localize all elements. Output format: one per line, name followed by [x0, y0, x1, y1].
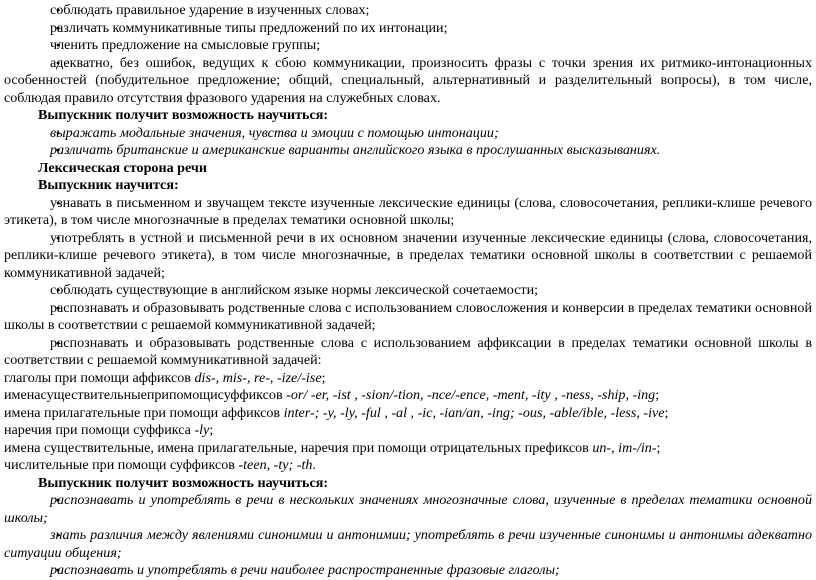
- list-item: ● распознавать и употреблять в речи в нескольких значениях многозначные слова, изученные в пределах тематики основной школы;: [4, 492, 812, 527]
- affix-line-nouns: именасуществительныеприпомощисуффиксов -or/ -er, -ist , -sion/-tion, -nce/-ence, -ment, -ity , -ness, -ship, -ing;: [4, 387, 660, 403]
- list-item: ● выражать модальные значения, чувства и эмоции с помощью интонации;: [4, 125, 812, 143]
- affix-line-negative: имена существительные, имена прилагательные, наречия при помощи отрицательных префиксов un-, im-/in-;: [4, 439, 661, 456]
- list-item: ● различать британские и американские варианты английского языка в прослушанных высказываниях.: [4, 142, 812, 160]
- list-item: ● членить предложение на смысловые группы;: [4, 37, 812, 55]
- affix-line-verbs: глаголы при помощи аффиксов dis-, mis-, re-, -ize/-ise;: [4, 369, 326, 386]
- list-item: ● распознавать и употреблять в речи наиболее распространенные фразовые глаголы;: [4, 562, 812, 580]
- list-item: ● различать коммуникативные типы предложений по их интонации;: [4, 20, 812, 38]
- affix-line-numerals: числительные при помощи суффиксов -teen, -ty; -th.: [4, 457, 316, 473]
- list-item: ● соблюдать существующие в английском языке нормы лексической сочетаемости;: [4, 282, 812, 300]
- section-heading: Выпускник научится:: [38, 177, 179, 193]
- list-item: ● соблюдать правильное ударение в изученных словах;: [4, 2, 812, 20]
- section-heading: Лексическая сторона речи: [38, 159, 207, 176]
- section-heading: Выпускник получит возможность научиться:: [38, 107, 329, 123]
- affix-line-adverbs: наречия при помощи суффикса -ly;: [4, 422, 214, 438]
- list-item: ● распознавать и образовывать родственные слова с использованием словосложения и конверсии в пределах тематики основной школы в соответствии с решаемой коммуникативной задачей;: [4, 300, 812, 335]
- section-heading: Выпускник получит возможность научиться:: [38, 474, 329, 491]
- list-item: ● адекватно, без ошибок, ведущих к сбою коммуникации, произносить фразы с точки зрения их ритмико-интонационных особенностей (побудительное предложение; общий, специальный, альтернативный и разделительный вопросы), в том числе, соблюдая правило отсутствия фразового ударения на служебных словах.: [4, 55, 812, 108]
- list-item: ● знать различия между явлениями синонимии и антонимии; употреблять в речи изученные синонимы и антонимы адекватно ситуации общения;: [4, 527, 812, 562]
- list-item: ● узнавать в письменном и звучащем тексте изученные лексические единицы (слова, словосочетания, реплики-клише речевого этикета), в том числе многозначные в пределах тематики основной школы;: [4, 195, 812, 230]
- list-item: ● распознавать и образовывать родственные слова с использованием аффиксации в пределах тематики основной школы в соответствии с решаемой коммуникативной задачей:: [4, 335, 812, 370]
- list-item: ● употреблять в устной и письменной речи в их основном значении изученные лексические единицы (слова, словосочетания, реплики-клише речевого этикета), в том числе многозначные, в пределах тематики основной школы в соответствии с решаемой коммуникативной задачей;: [4, 230, 812, 283]
- affix-line-adjectives: имена прилагательные при помощи аффиксов inter-; -y, -ly, -ful , -al , -ic, -ian/an, -ing; -ous, -able/ible, -less, -ive;: [4, 404, 669, 421]
